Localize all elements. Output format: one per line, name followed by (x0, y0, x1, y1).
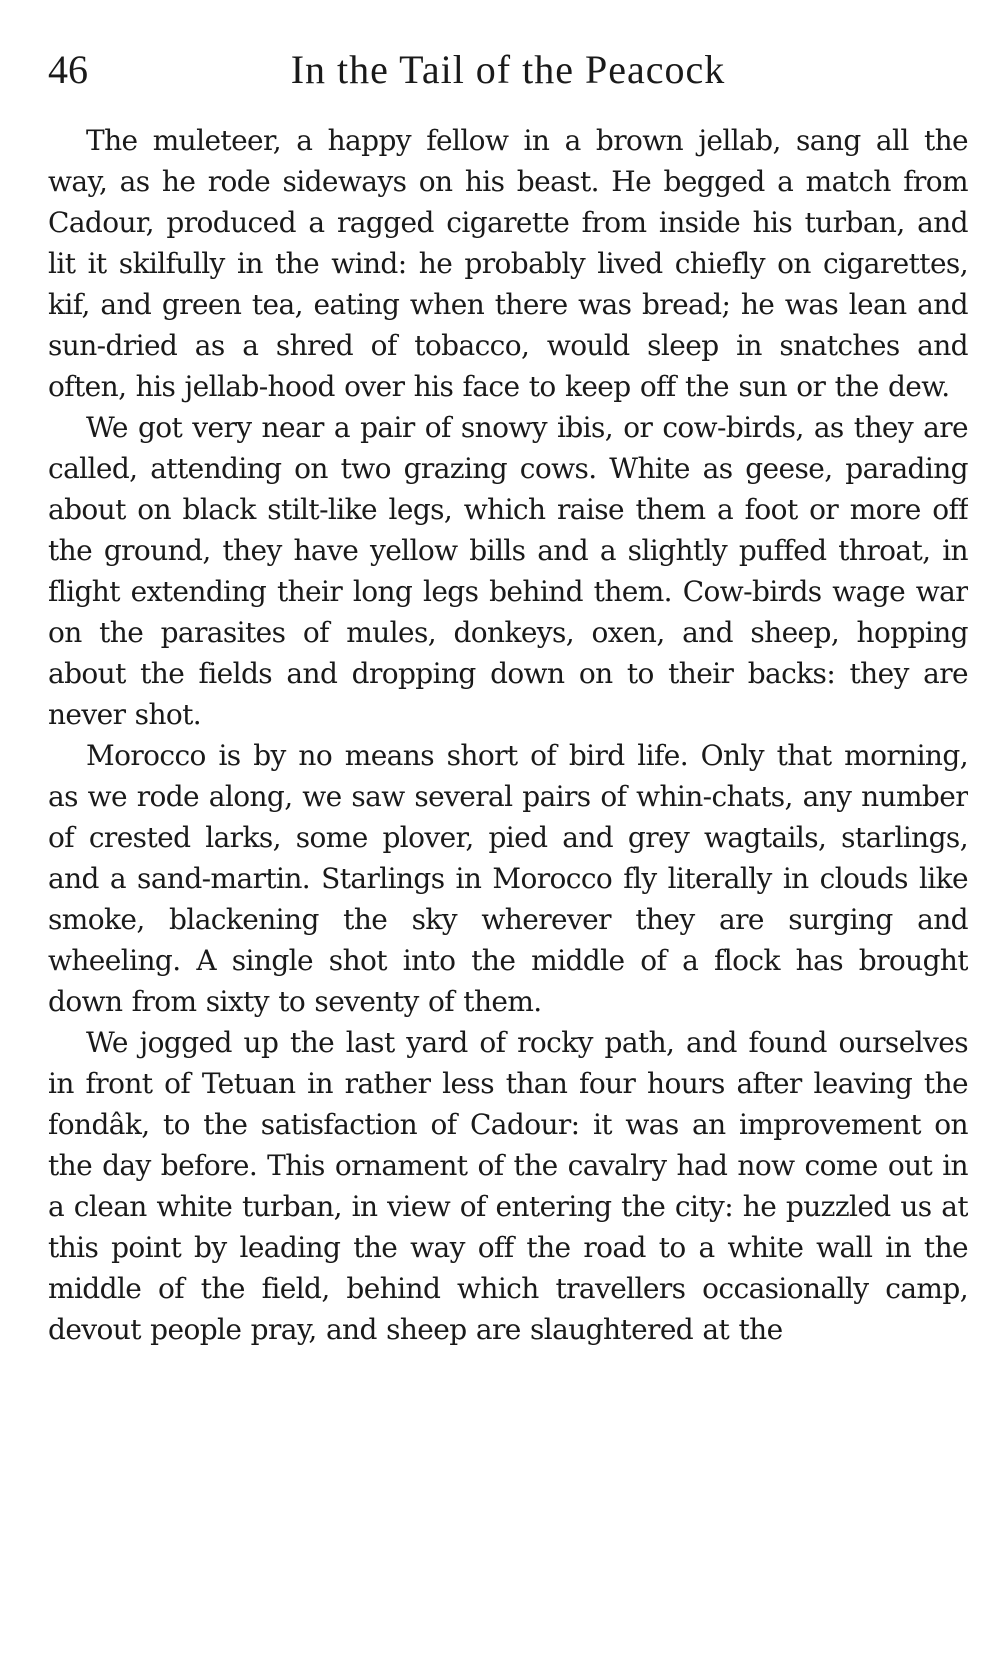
running-head (48, 40, 968, 100)
paragraph: We jogged up the last yard of rocky path, and found ourselves in front of Tetuan in rather less than four hours after leaving the fondâk, to the satisfaction of Cadour: it was an improvement on the day before. This ornament of the cavalry had now come out in a clean white turban, in view of entering the city: he puzzled us at this point by leading the way off the road to a white wall in the middle of the field, behind which travellers occasionally camp, devout people pray, and sheep are slaughtered at the (48, 1026, 968, 1346)
paragraph: Morocco is by no means short of bird life. Only that morning, as we rode along, we saw several pairs of whin-chats, any number of crested larks, some plover, pied and grey wagtails, starlings, and a sand-martin. Starlings in Morocco fly literally in clouds like smoke, blackening the sky wherever they are surging and wheeling. A single shot into the middle of a flock has brought down from sixty to seventy of them. (48, 739, 968, 1018)
running-title: In the Tail of the Peacock (290, 47, 726, 92)
page-number: 46 (48, 47, 88, 92)
paragraph: We got very near a pair of snowy ibis, or cow-birds, as they are called, attending on two grazing cows. White as geese, parading about on black stilt-like legs, which raise them a foot or more off the ground, they have yellow bills and a slightly puffed throat, in flight extending their long legs behind them. Cow-birds wage war on the parasites of mules, donkeys, oxen, and sheep, hopping about the fields and dropping down on to their backs: they are never shot. (48, 411, 968, 731)
body-text (48, 120, 968, 1350)
paragraph: The muleteer, a happy fellow in a brown jellab, sang all the way, as he rode sideways on his beast. He begged a match from Cadour, produced a ragged cigarette from inside his turban, and lit it skilfully in the wind: he probably lived chiefly on cigarettes, kif, and green tea, eating when there was bread; he was lean and sun-dried as a shred of tobacco, would sleep in snatches and often, his jellab-hood over his face to keep off the sun or the dew. (48, 124, 968, 403)
book-page (48, 40, 968, 1640)
